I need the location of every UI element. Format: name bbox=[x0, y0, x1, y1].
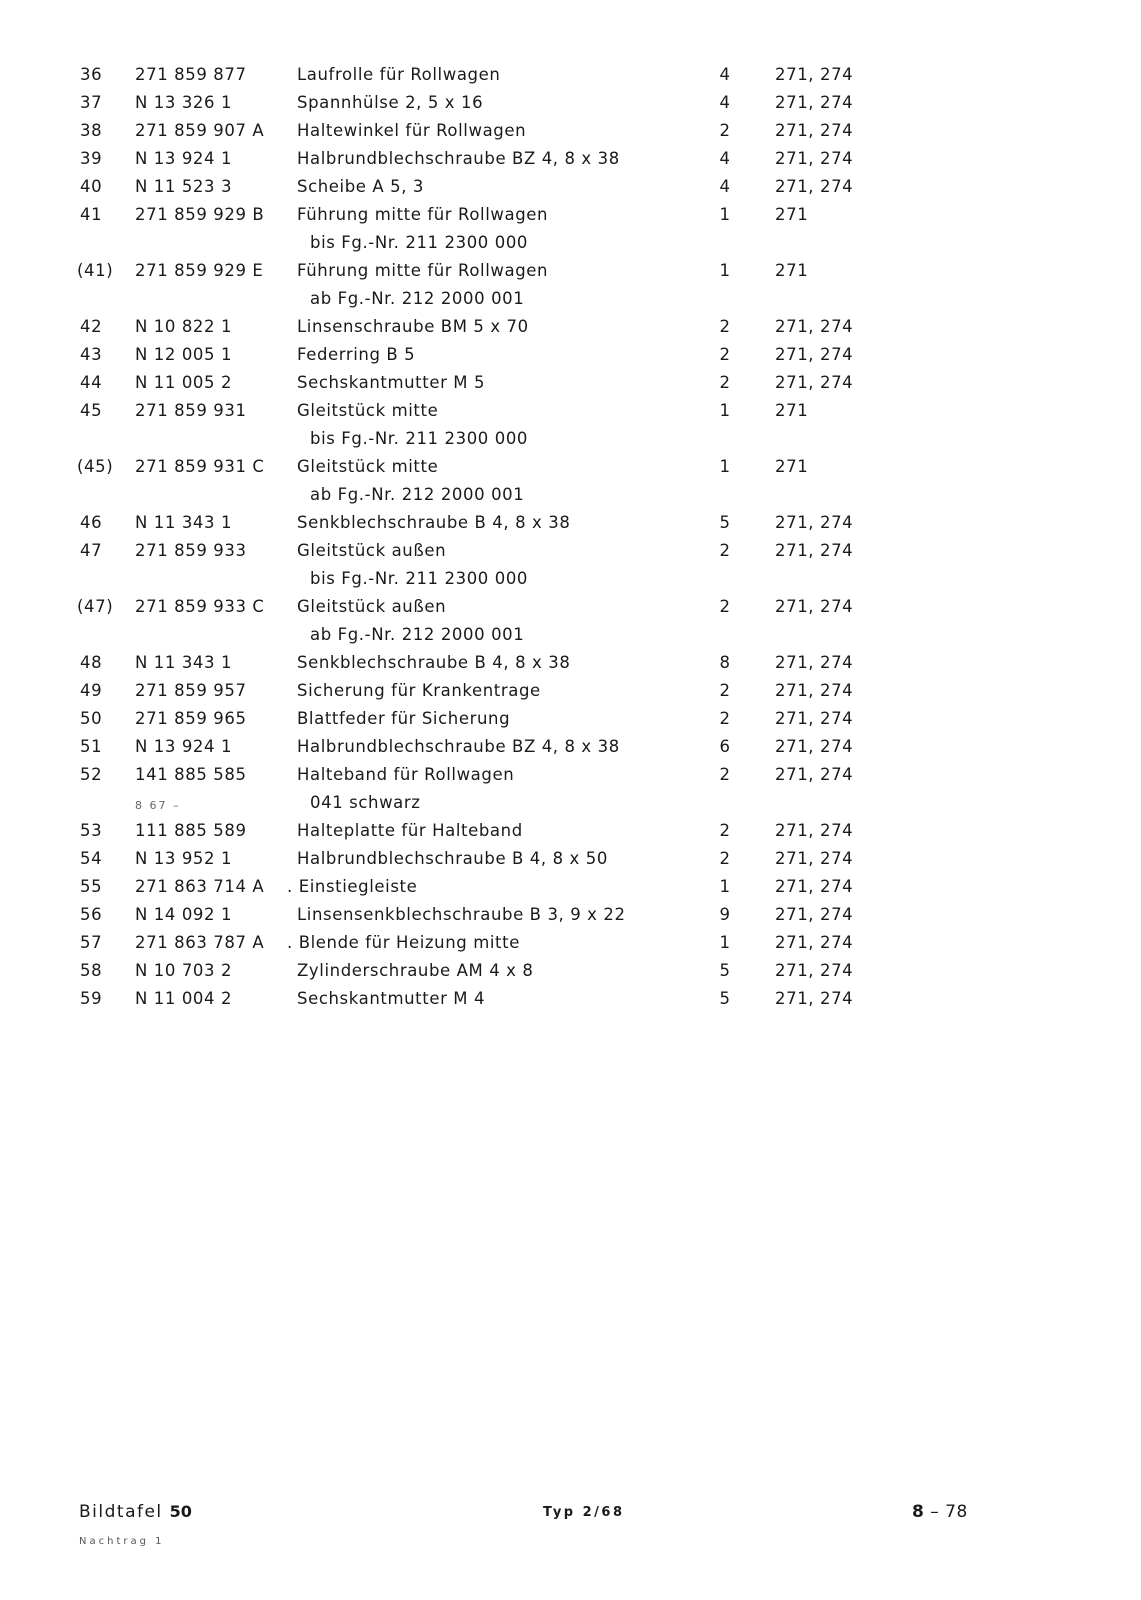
part-description: Führung mitte für Rollwagen bbox=[297, 261, 549, 280]
position-number: 44 bbox=[80, 373, 103, 392]
part-number: N 11 005 2 bbox=[135, 373, 233, 392]
part-description: ab Fg.-Nr. 212 2000 001 bbox=[310, 485, 525, 504]
vehicle-type: 271, 274 bbox=[775, 653, 854, 672]
vehicle-type: 271, 274 bbox=[775, 317, 854, 336]
position-number: 39 bbox=[80, 149, 103, 168]
part-number: 271 859 929 B bbox=[135, 205, 265, 224]
part-row bbox=[0, 961, 1141, 989]
part-row bbox=[0, 205, 1141, 233]
vehicle-type: 271 bbox=[775, 401, 809, 420]
part-row bbox=[0, 821, 1141, 849]
quantity: 2 bbox=[719, 849, 731, 868]
part-number: N 13 924 1 bbox=[135, 737, 233, 756]
supplement-note: Nachtrag 1 bbox=[79, 1536, 165, 1547]
quantity: 4 bbox=[719, 149, 731, 168]
part-number: 271 859 933 bbox=[135, 541, 247, 560]
quantity: 2 bbox=[719, 597, 731, 616]
part-number: 271 859 929 E bbox=[135, 261, 264, 280]
vehicle-type: 271, 274 bbox=[775, 597, 854, 616]
quantity: 8 bbox=[719, 653, 731, 672]
part-note-row bbox=[0, 429, 1141, 457]
quantity: 2 bbox=[719, 345, 731, 364]
part-row bbox=[0, 877, 1141, 905]
part-description: Sechskantmutter M 5 bbox=[297, 373, 486, 392]
part-number: 271 859 877 bbox=[135, 65, 247, 84]
part-description: Scheibe A 5, 3 bbox=[297, 177, 425, 196]
quantity: 4 bbox=[719, 177, 731, 196]
part-number: N 12 005 1 bbox=[135, 345, 233, 364]
part-description: Linsensenkblechschraube B 3, 9 x 22 bbox=[297, 905, 626, 924]
page-footer bbox=[0, 1502, 1141, 1562]
quantity: 2 bbox=[719, 541, 731, 560]
vehicle-type: 271, 274 bbox=[775, 541, 854, 560]
part-number: N 10 822 1 bbox=[135, 317, 233, 336]
part-row bbox=[0, 177, 1141, 205]
position-number: 43 bbox=[80, 345, 103, 364]
part-number: N 13 924 1 bbox=[135, 149, 233, 168]
part-number: 271 863 714 A bbox=[135, 877, 265, 896]
quantity: 2 bbox=[719, 373, 731, 392]
part-row bbox=[0, 373, 1141, 401]
part-description: Halteband für Rollwagen bbox=[297, 765, 515, 784]
quantity: 4 bbox=[719, 93, 731, 112]
part-description: Laufrolle für Rollwagen bbox=[297, 65, 501, 84]
quantity: 1 bbox=[719, 205, 731, 224]
plate-number: 50 bbox=[169, 1502, 192, 1521]
part-number: N 11 004 2 bbox=[135, 989, 233, 1008]
part-number: 141 885 585 bbox=[135, 765, 247, 784]
quantity: 4 bbox=[719, 65, 731, 84]
quantity: 2 bbox=[719, 821, 731, 840]
quantity: 5 bbox=[719, 989, 731, 1008]
part-number: 271 859 957 bbox=[135, 681, 247, 700]
part-number: N 11 523 3 bbox=[135, 177, 233, 196]
part-row bbox=[0, 121, 1141, 149]
vehicle-type: 271, 274 bbox=[775, 149, 854, 168]
position-number: 51 bbox=[80, 737, 103, 756]
position-number: 45 bbox=[80, 401, 103, 420]
quantity: 6 bbox=[719, 737, 731, 756]
vehicle-type: 271, 274 bbox=[775, 121, 854, 140]
plate-label: Bildtafel bbox=[79, 1502, 163, 1522]
page-index: 78 bbox=[945, 1502, 968, 1522]
vehicle-type: 271 bbox=[775, 457, 809, 476]
position-number: 54 bbox=[80, 849, 103, 868]
vehicle-type: 271, 274 bbox=[775, 65, 854, 84]
part-note-row bbox=[0, 485, 1141, 513]
part-number: N 14 092 1 bbox=[135, 905, 233, 924]
part-description: Sicherung für Krankentrage bbox=[297, 681, 541, 700]
position-number: 36 bbox=[80, 65, 103, 84]
position-number: 52 bbox=[80, 765, 103, 784]
quantity: 2 bbox=[719, 709, 731, 728]
part-row bbox=[0, 401, 1141, 429]
part-number: 271 859 965 bbox=[135, 709, 247, 728]
part-description: ab Fg.-Nr. 212 2000 001 bbox=[310, 289, 525, 308]
part-description: Blattfeder für Sicherung bbox=[297, 709, 511, 728]
quantity: 5 bbox=[719, 513, 731, 532]
part-description: Federring B 5 bbox=[297, 345, 416, 364]
part-description: Sechskantmutter M 4 bbox=[297, 989, 486, 1008]
position-number: 41 bbox=[80, 205, 103, 224]
vehicle-type: 271, 274 bbox=[775, 765, 854, 784]
quantity: 2 bbox=[719, 317, 731, 336]
vehicle-type: 271, 274 bbox=[775, 933, 854, 952]
part-description: Zylinderschraube AM 4 x 8 bbox=[297, 961, 534, 980]
position-number: 46 bbox=[80, 513, 103, 532]
part-description: Linsenschraube BM 5 x 70 bbox=[297, 317, 529, 336]
part-description: bis Fg.-Nr. 211 2300 000 bbox=[310, 569, 529, 588]
position-number: 47 bbox=[80, 541, 103, 560]
vehicle-type: 271 bbox=[775, 261, 809, 280]
part-description: Senkblechschraube B 4, 8 x 38 bbox=[297, 653, 571, 672]
quantity: 2 bbox=[719, 765, 731, 784]
quantity: 1 bbox=[719, 933, 731, 952]
part-number: 111 885 589 bbox=[135, 821, 247, 840]
vehicle-type: 271, 274 bbox=[775, 345, 854, 364]
page-number bbox=[912, 1502, 968, 1522]
section-number: 8 bbox=[912, 1502, 925, 1522]
position-number: 38 bbox=[80, 121, 103, 140]
part-description: Gleitstück mitte bbox=[297, 457, 439, 476]
position-number: 57 bbox=[80, 933, 103, 952]
part-row bbox=[0, 765, 1141, 793]
vehicle-type: 271, 274 bbox=[775, 177, 854, 196]
part-note-row bbox=[0, 569, 1141, 597]
position-number: 40 bbox=[80, 177, 103, 196]
part-row bbox=[0, 457, 1141, 485]
part-number: 8 67 – bbox=[135, 799, 181, 812]
plate-reference bbox=[79, 1502, 192, 1522]
vehicle-type: 271, 274 bbox=[775, 961, 854, 980]
part-note-row bbox=[0, 289, 1141, 317]
part-description: Gleitstück mitte bbox=[297, 401, 439, 420]
part-note-row bbox=[0, 625, 1141, 653]
parts-list bbox=[0, 65, 1141, 1017]
part-row bbox=[0, 541, 1141, 569]
vehicle-type: 271, 274 bbox=[775, 821, 854, 840]
part-description: Halbrundblechschraube B 4, 8 x 50 bbox=[297, 849, 608, 868]
position-number: 37 bbox=[80, 93, 103, 112]
position-number: 50 bbox=[80, 709, 103, 728]
part-row bbox=[0, 737, 1141, 765]
part-number: N 11 343 1 bbox=[135, 513, 233, 532]
part-number: N 10 703 2 bbox=[135, 961, 233, 980]
part-description: Gleitstück außen bbox=[297, 541, 447, 560]
part-description: Halbrundblechschraube BZ 4, 8 x 38 bbox=[297, 737, 620, 756]
part-number: 271 859 931 bbox=[135, 401, 247, 420]
part-row bbox=[0, 849, 1141, 877]
part-description: bis Fg.-Nr. 211 2300 000 bbox=[310, 429, 529, 448]
position-number: 59 bbox=[80, 989, 103, 1008]
part-description: Spannhülse 2, 5 x 16 bbox=[297, 93, 484, 112]
position-number: (41) bbox=[77, 261, 114, 280]
part-description: Haltewinkel für Rollwagen bbox=[297, 121, 527, 140]
part-row bbox=[0, 989, 1141, 1017]
quantity: 2 bbox=[719, 121, 731, 140]
part-description: bis Fg.-Nr. 211 2300 000 bbox=[310, 233, 529, 252]
position-number: 53 bbox=[80, 821, 103, 840]
vehicle-type: 271, 274 bbox=[775, 709, 854, 728]
page-separator: – bbox=[930, 1502, 940, 1522]
position-number: 56 bbox=[80, 905, 103, 924]
position-number: 42 bbox=[80, 317, 103, 336]
part-number: 271 863 787 A bbox=[135, 933, 265, 952]
vehicle-type: 271, 274 bbox=[775, 905, 854, 924]
vehicle-type: 271, 274 bbox=[775, 681, 854, 700]
position-number: 49 bbox=[80, 681, 103, 700]
part-row bbox=[0, 93, 1141, 121]
part-row bbox=[0, 653, 1141, 681]
part-row bbox=[0, 317, 1141, 345]
part-note-row bbox=[0, 793, 1141, 821]
part-row bbox=[0, 681, 1141, 709]
vehicle-type: 271 bbox=[775, 205, 809, 224]
position-number: (47) bbox=[77, 597, 114, 616]
vehicle-type: 271, 274 bbox=[775, 93, 854, 112]
vehicle-type: 271, 274 bbox=[775, 513, 854, 532]
part-row bbox=[0, 513, 1141, 541]
vehicle-type: 271, 274 bbox=[775, 373, 854, 392]
part-row bbox=[0, 65, 1141, 93]
type-reference bbox=[543, 1505, 625, 1520]
position-number: 48 bbox=[80, 653, 103, 672]
part-note-row bbox=[0, 233, 1141, 261]
part-description: Halteplatte für Halteband bbox=[297, 821, 523, 840]
part-description: . Blende für Heizung mitte bbox=[287, 933, 520, 952]
position-number: (45) bbox=[77, 457, 114, 476]
part-description: Halbrundblechschraube BZ 4, 8 x 38 bbox=[297, 149, 620, 168]
part-row bbox=[0, 905, 1141, 933]
part-number: 271 859 931 C bbox=[135, 457, 265, 476]
part-row bbox=[0, 597, 1141, 625]
quantity: 1 bbox=[719, 457, 731, 476]
part-row bbox=[0, 709, 1141, 737]
part-number: N 13 326 1 bbox=[135, 93, 233, 112]
part-number: 271 859 907 A bbox=[135, 121, 265, 140]
part-number: N 13 952 1 bbox=[135, 849, 233, 868]
type-value: 2/68 bbox=[582, 1505, 625, 1520]
vehicle-type: 271, 274 bbox=[775, 849, 854, 868]
part-description: Senkblechschraube B 4, 8 x 38 bbox=[297, 513, 571, 532]
part-description: Gleitstück außen bbox=[297, 597, 447, 616]
quantity: 2 bbox=[719, 681, 731, 700]
part-row bbox=[0, 149, 1141, 177]
vehicle-type: 271, 274 bbox=[775, 989, 854, 1008]
part-number: N 11 343 1 bbox=[135, 653, 233, 672]
part-number: 271 859 933 C bbox=[135, 597, 265, 616]
quantity: 9 bbox=[719, 905, 731, 924]
part-description: Führung mitte für Rollwagen bbox=[297, 205, 549, 224]
vehicle-type: 271, 274 bbox=[775, 737, 854, 756]
position-number: 58 bbox=[80, 961, 103, 980]
part-row bbox=[0, 933, 1141, 961]
quantity: 1 bbox=[719, 401, 731, 420]
vehicle-type: 271, 274 bbox=[775, 877, 854, 896]
part-description: . Einstiegleiste bbox=[287, 877, 418, 896]
part-row bbox=[0, 261, 1141, 289]
part-row bbox=[0, 345, 1141, 373]
quantity: 5 bbox=[719, 961, 731, 980]
type-label: Typ bbox=[543, 1505, 576, 1520]
quantity: 1 bbox=[719, 877, 731, 896]
part-description: 041 schwarz bbox=[310, 793, 421, 812]
position-number: 55 bbox=[80, 877, 103, 896]
quantity: 1 bbox=[719, 261, 731, 280]
part-description: ab Fg.-Nr. 212 2000 001 bbox=[310, 625, 525, 644]
